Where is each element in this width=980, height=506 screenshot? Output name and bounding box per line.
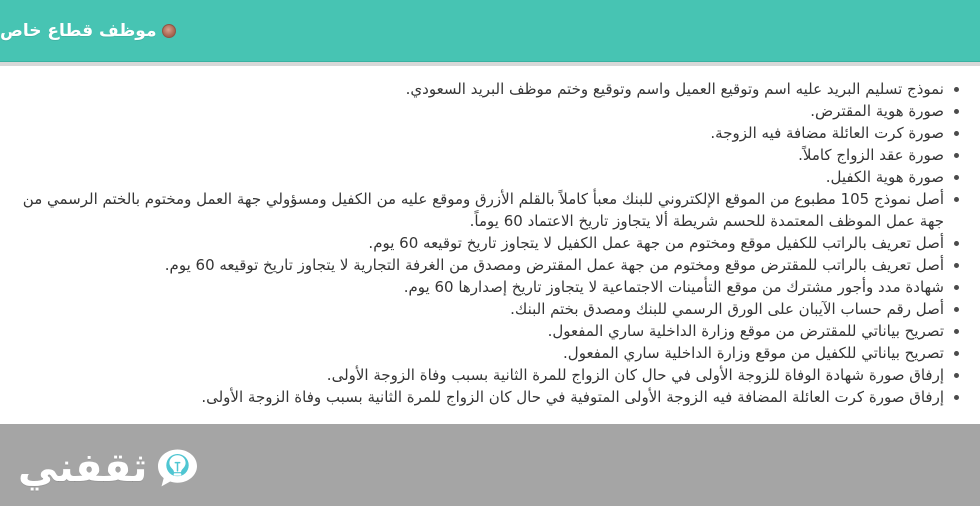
list-item: تصريح بياناتي للكفيل من موقع وزارة الداخلية ساري المفعول.	[6, 342, 962, 364]
list-item: أصل تعريف بالراتب للمقترض موقع ومختوم من جهة عمل المقترض ومصدق من الغرفة التجارية لا يتجاوز تاريخ توقيعه 60 يوم.	[6, 254, 962, 276]
logo-text: ثقفني	[18, 445, 148, 491]
maroon-circle-bullet-icon	[162, 24, 176, 38]
list-item: أصل نموذج 105 مطبوع من الموقع الإلكتروني للبنك معبأ كاملاً بالقلم الأزرق وموقع عليه من الكفيل ومسؤولي جهة العمل ومختوم بالختم الرسمي من جهة عمل الموظف المعتمدة للحسم شريطة ألا يتجاوز تاريخ الاعتماد 60 يوماً.	[6, 188, 962, 232]
list-item: إرفاق صورة شهادة الوفاة للزوجة الأولى في حال كان الزواج للمرة الثانية بسبب وفاة الزوجة الأولى.	[6, 364, 962, 386]
requirements-list	[0, 66, 980, 408]
section-title: موظف قطاع خاص	[0, 20, 157, 41]
list-item: صورة هوية الكفيل.	[6, 166, 962, 188]
list-item: صورة كرت العائلة مضافة فيه الزوجة.	[6, 122, 962, 144]
list-item: صورة هوية المقترض.	[6, 100, 962, 122]
list-item: نموذج تسليم البريد عليه اسم وتوقيع العميل واسم وتوقيع وختم موظف البريد السعودي.	[6, 78, 962, 100]
brand-logo	[18, 441, 193, 495]
list-item: صورة عقد الزواج كاملاً.	[6, 144, 962, 166]
list-item: أصل رقم حساب الآيبان على الورق الرسمي للبنك ومصدق بختم البنك.	[6, 298, 962, 320]
speech-bubble-lightbulb-icon	[153, 444, 202, 493]
list-item: إرفاق صورة كرت العائلة المضافة فيه الزوجة الأولى المتوفية في حال كان الزواج للمرة الثانية بسبب وفاة الزوجة الأولى.	[6, 386, 962, 408]
footer	[0, 424, 980, 506]
list-item: تصريح بياناتي للمقترض من موقع وزارة الداخلية ساري المفعول.	[6, 320, 962, 342]
content-area	[0, 62, 980, 424]
list-item: شهادة مدد وأجور مشترك من موقع التأمينات الاجتماعية لا يتجاوز تاريخ إصدارها 60 يوم.	[6, 276, 962, 298]
section-header	[0, 0, 980, 62]
list-item: أصل تعريف بالراتب للكفيل موقع ومختوم من جهة عمل الكفيل لا يتجاوز تاريخ توقيعه 60 يوم.	[6, 232, 962, 254]
